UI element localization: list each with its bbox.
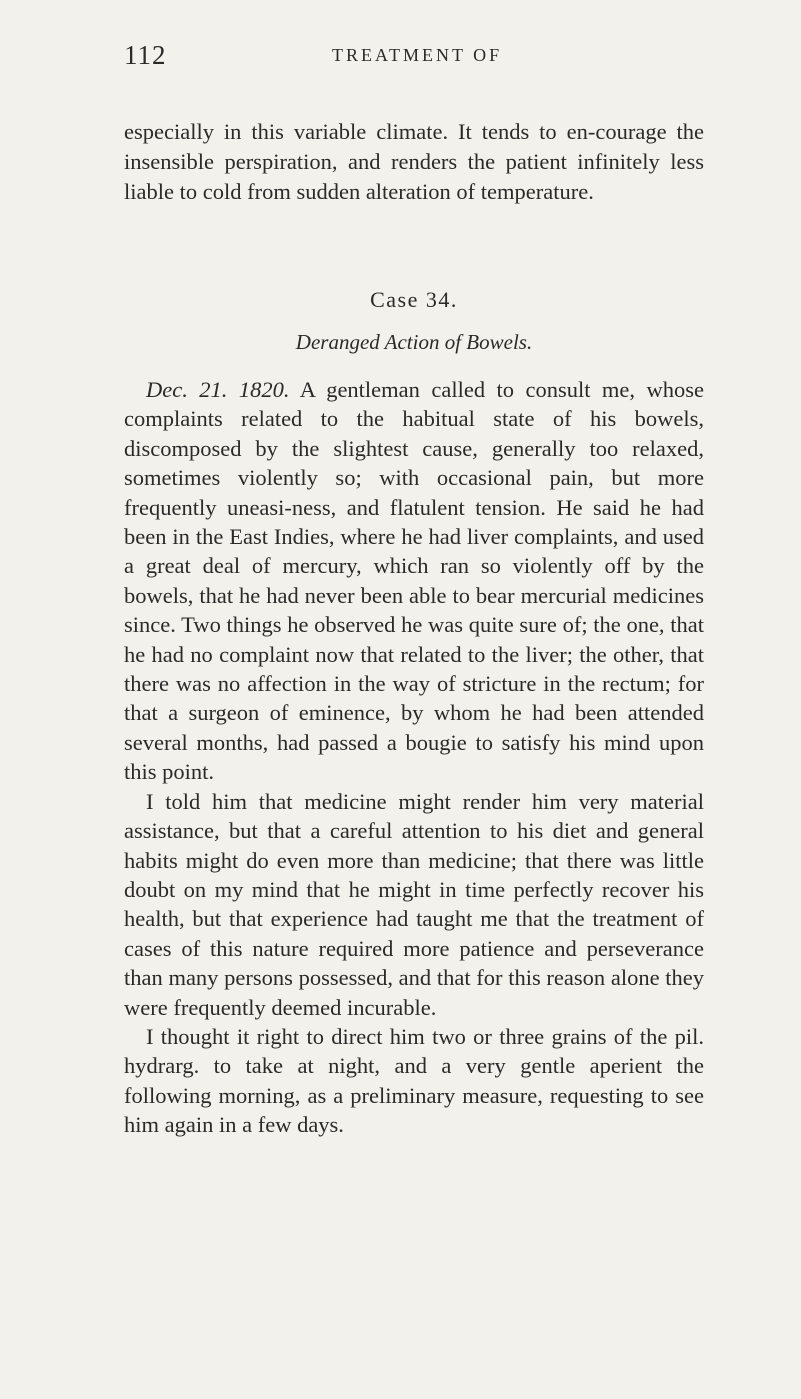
- case-paragraph-1-text: A gentleman called to consult me, whose complaints related to the habitual state of his bowels, discomposed by the slightest cause, generally too relaxed, sometimes violently so; with occasional pain, but more frequently uneasi-ness, and flatulent tension. He said he had been in the East Indies, where he had liver complaints, and used a great deal of mercury, which ran so violently off by the bowels, that he had never been able to bear mercurial medicines since. Two things he observed he was quite sure of; the one, that he had no complaint now that related to the liver; the other, that there was no affection in the way of stricture in the rectum; for that a surgeon of eminence, by whom he had been attended several months, had passed a bougie to satisfy his mind upon this point.: [124, 377, 704, 785]
- case-subtitle: Deranged Action of Bowels.: [295, 330, 533, 354]
- case-body: [124, 375, 704, 1140]
- running-title: TREATMENT OF: [332, 45, 503, 65]
- case-paragraph-2: I told him that medicine might render him very material assistance, but that a careful attention to his diet and general habits might do even more than medicine; that there was little doubt on my mind that he might in time perfectly recover his health, but that experience had taught me that the treatment of cases of this nature required more patience and perseverance than many persons possessed, and that for this reason alone they were frequently deemed incurable.: [124, 788, 704, 1020]
- opening-paragraph: especially in this variable climate. It tends to en-courage the insensible perspiration, and renders the patient infinitely less liable to cold from sudden alteration of temperature.: [124, 119, 704, 204]
- case-paragraph-1: [124, 375, 704, 787]
- opening-paragraph-block: [124, 117, 704, 206]
- page-number: 112: [124, 40, 167, 70]
- page-header: [124, 40, 704, 70]
- case-paragraph-3: I thought it right to direct him two or three grains of the pil. hydrarg. to take at night, and a very gentle aperient the following morning, as a preliminary measure, requesting to see him again in a few days.: [124, 1023, 704, 1138]
- case-date: Dec. 21. 1820.: [146, 377, 290, 402]
- case-title: Case 34.: [370, 287, 458, 312]
